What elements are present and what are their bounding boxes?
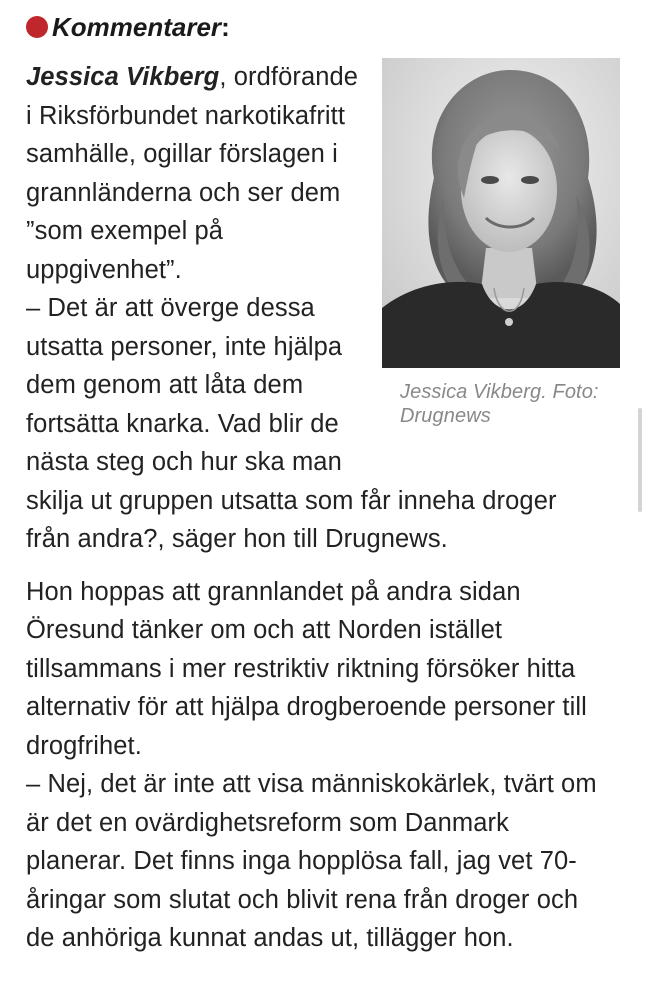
paragraph-2-text: Hon hoppas att grannlandet på andra sidan Öresund tänker om och att Norden istället tillsammans i mer restriktiv riktning försöker hitta alternativ för att hjälpa drogberoende personer till drogfrihet. — [26, 577, 587, 760]
red-dot-icon — [26, 16, 48, 38]
section-heading-label: Kommentarer — [52, 11, 222, 42]
person-name: Jessica Vikberg — [26, 63, 220, 91]
paragraph-1-text: , ordförande i Riksförbundet narkotikafritt samhälle, ogillar förslagen i grannländerna och ser dem ”som exempel på uppgivenhet”. — [26, 63, 359, 284]
section-heading-suffix: : — [221, 11, 230, 42]
portrait-photo — [382, 58, 620, 368]
portrait-figure — [382, 58, 622, 428]
paragraph-2 — [26, 573, 606, 958]
article-body — [26, 58, 606, 958]
scrollbar-thumb[interactable] — [638, 408, 642, 512]
paragraph-1-quote: – Det är att överge dessa utsatta personer, inte hjälpa dem genom att låta dem fortsätta knarka. Vad blir de nästa steg och hur ska man skilja ut gruppen utsatta som får inneha droger från andra?, säger hon till Drugnews. — [26, 294, 557, 553]
section-heading — [26, 10, 230, 44]
paragraph-2-quote: – Nej, det är inte att visa människokärlek, tvärt om är det en ovärdighetsreform som Danmark planerar. Det finns inga hopplösa fall, jag vet 70-åringar som slutat och blivit rena från droger och de anhöriga kunnat andas ut, tillägger hon. — [26, 770, 597, 952]
photo-caption: Jessica Vikberg. Foto: Drugnews — [400, 381, 599, 427]
